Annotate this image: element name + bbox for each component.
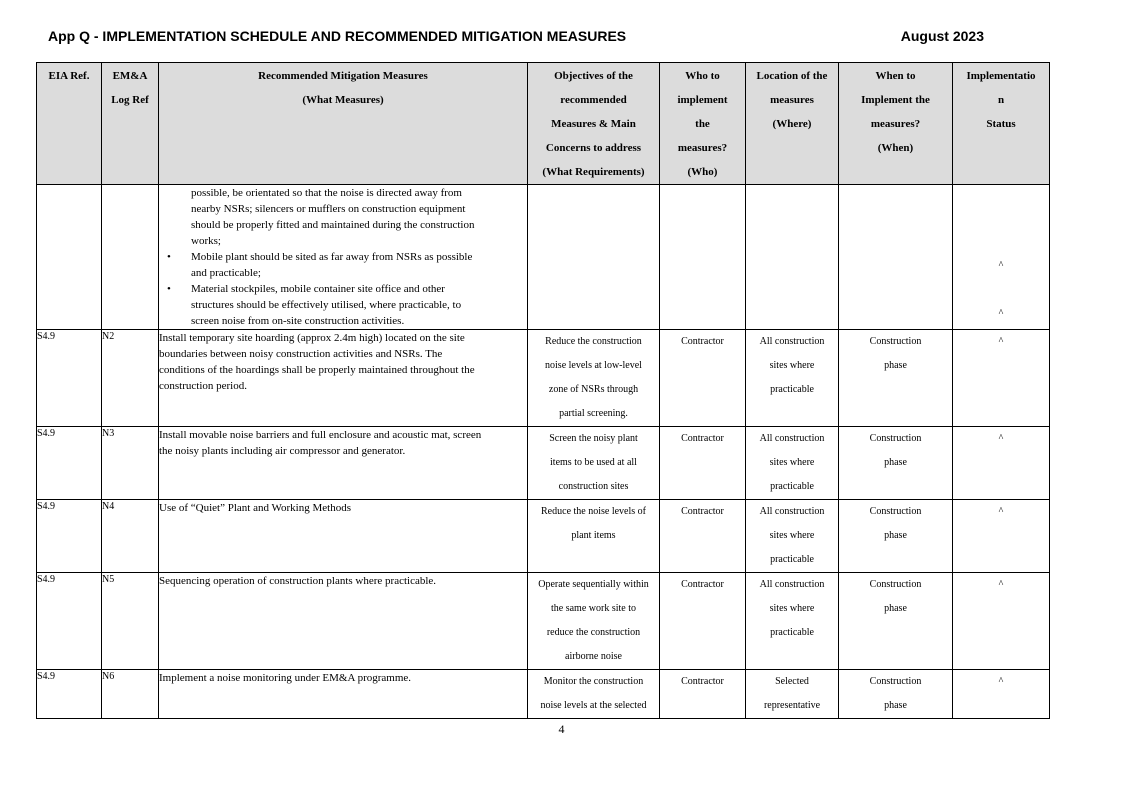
column-header-when <box>839 63 953 185</box>
header-line: Who to <box>685 70 720 82</box>
header-line: implement <box>677 94 728 106</box>
bullet-text-line: screen noise from on-site construction activities. <box>191 315 405 327</box>
bullet-text-line: and practicable; <box>191 267 261 279</box>
header-line: measures <box>770 94 814 106</box>
who-cell <box>660 500 746 573</box>
measure-text-line: works; <box>191 235 221 247</box>
location-text-line: sites where <box>769 530 815 541</box>
objective-text-line: airborne noise <box>565 651 622 662</box>
header-line: measures? <box>870 118 921 130</box>
when-cell <box>839 427 953 500</box>
ema-log-cell: N3 <box>102 427 159 500</box>
status-cell: ^ <box>953 573 1050 670</box>
measure-text-line: construction period. <box>159 380 247 392</box>
table-row <box>37 427 1050 500</box>
bullet-item <box>159 249 527 281</box>
ema-log-cell: N4 <box>102 500 159 573</box>
bullet-text-line: structures should be effectively utilised, where practicable, to <box>191 299 462 311</box>
status-cell: ^ <box>953 670 1050 719</box>
measure-text-line: the noisy plants including air compressor and generator. <box>159 445 406 457</box>
objective-cell <box>528 185 660 330</box>
who-text-line: Contractor <box>681 676 724 687</box>
status-mark: ^ <box>998 308 1004 319</box>
objective-text-line: plant items <box>571 530 616 541</box>
status-mark: ^ <box>998 260 1004 271</box>
status-cell <box>953 185 1050 330</box>
header-line: measures? <box>677 142 728 154</box>
location-text-line: practicable <box>770 554 814 565</box>
table-row-continuation <box>37 185 1050 330</box>
location-text-line: practicable <box>770 384 814 395</box>
objective-text-line: zone of NSRs through <box>548 384 639 395</box>
location-cell <box>746 185 839 330</box>
measure-cell <box>159 670 528 719</box>
bullet-icon: • <box>167 251 171 263</box>
who-text-line: Contractor <box>681 433 724 444</box>
when-cell <box>839 330 953 427</box>
objective-text-line: Monitor the construction <box>543 676 644 687</box>
column-header-objectives <box>528 63 660 185</box>
location-text-line: sites where <box>769 360 815 371</box>
who-cell <box>660 670 746 719</box>
header-line: (Who) <box>687 166 718 178</box>
eia-ref-cell: S4.9 <box>37 330 102 427</box>
objective-text-line: the same work site to <box>551 603 636 614</box>
who-text-line: Contractor <box>681 579 724 590</box>
objective-text-line: Reduce the construction <box>545 336 642 347</box>
measure-cell <box>159 500 528 573</box>
header-line: Log Ref <box>111 94 149 106</box>
table-row <box>37 500 1050 573</box>
table-header-row <box>37 63 1050 185</box>
objective-cell <box>528 573 660 670</box>
column-header-measures <box>159 63 528 185</box>
header-line: Objectives of the <box>554 70 633 82</box>
location-cell <box>746 573 839 670</box>
table-row <box>37 573 1050 670</box>
header-line: n <box>997 94 1005 106</box>
when-text-line: Construction <box>869 336 922 347</box>
when-cell <box>839 670 953 719</box>
when-cell <box>839 573 953 670</box>
location-text-line: practicable <box>770 481 814 492</box>
measure-text-line: Install movable noise barriers and full enclosure and acoustic mat, screen <box>159 429 482 441</box>
who-text-line: Contractor <box>681 336 724 347</box>
location-text-line: sites where <box>769 603 815 614</box>
when-cell <box>839 185 953 330</box>
when-cell <box>839 500 953 573</box>
location-cell <box>746 427 839 500</box>
objective-text-line: partial screening. <box>559 408 628 419</box>
header-line: Status <box>986 118 1016 130</box>
when-text-line: phase <box>884 603 907 614</box>
header-line: Concerns to address <box>545 142 642 154</box>
when-text-line: phase <box>884 360 907 371</box>
table-row <box>37 670 1050 719</box>
header-line: When to <box>875 70 916 82</box>
eia-ref-cell: S4.9 <box>37 427 102 500</box>
who-cell <box>660 185 746 330</box>
header-line: Implement the <box>861 94 930 106</box>
when-text-line: Construction <box>869 433 922 444</box>
header-line: (What Requirements) <box>542 166 645 178</box>
mitigation-schedule-table <box>36 62 1050 719</box>
measure-cell <box>159 573 528 670</box>
bullet-text-line: Material stockpiles, mobile container site office and other <box>191 283 445 295</box>
ema-log-cell <box>102 185 159 330</box>
measure-text-line: Use of “Quiet” Plant and Working Methods <box>159 502 351 514</box>
eia-ref-cell <box>37 185 102 330</box>
when-text-line: phase <box>884 457 907 468</box>
status-cell: ^ <box>953 427 1050 500</box>
status-cell: ^ <box>953 500 1050 573</box>
header-line: recommended <box>560 94 627 106</box>
objective-cell <box>528 670 660 719</box>
measure-text-line: Sequencing operation of construction plants where practicable. <box>159 575 437 587</box>
eia-ref-cell: S4.9 <box>37 670 102 719</box>
eia-ref-cell: S4.9 <box>37 573 102 670</box>
location-cell <box>746 330 839 427</box>
ema-log-cell: N5 <box>102 573 159 670</box>
header-line: the <box>695 118 710 130</box>
who-text-line: Contractor <box>681 506 724 517</box>
when-text-line: phase <box>884 700 907 711</box>
objective-text-line: reduce the construction <box>546 627 641 638</box>
page-number: 4 <box>558 722 565 736</box>
objective-text-line: construction sites <box>558 481 629 492</box>
objective-text-line: Operate sequentially within <box>538 579 649 590</box>
header-line: Recommended Mitigation Measures <box>258 70 428 82</box>
header-line: Implementatio <box>966 70 1036 82</box>
header-line: (When) <box>877 142 914 154</box>
who-cell <box>660 330 746 427</box>
objective-cell <box>528 427 660 500</box>
who-cell <box>660 427 746 500</box>
header-line: EM&A <box>112 70 148 82</box>
header-line: Measures & Main <box>551 118 636 130</box>
objective-text-line: noise levels at the selected <box>540 700 647 711</box>
bullet-icon: • <box>167 283 171 295</box>
when-text-line: Construction <box>869 579 922 590</box>
bullet-item <box>159 281 527 329</box>
header-line: (What Measures) <box>302 94 384 106</box>
ema-log-cell: N2 <box>102 330 159 427</box>
measure-text-line: conditions of the hoardings shall be properly maintained throughout the <box>159 364 475 376</box>
measure-text-line: Install temporary site hoarding (approx 2.4m high) located on the site <box>159 332 465 344</box>
location-text-line: practicable <box>770 627 814 638</box>
document-title: App Q - IMPLEMENTATION SCHEDULE AND RECOMMENDED MITIGATION MEASURES <box>48 28 627 44</box>
location-text-line: sites where <box>769 457 815 468</box>
objective-text-line: items to be used at all <box>550 457 637 468</box>
page-header <box>48 28 984 48</box>
column-header-status <box>953 63 1050 185</box>
location-text-line: All construction <box>759 506 825 517</box>
who-cell <box>660 573 746 670</box>
eia-ref-cell: S4.9 <box>37 500 102 573</box>
header-line: (Where) <box>772 118 812 130</box>
location-text-line: Selected <box>775 676 809 687</box>
location-text-line: representative <box>763 700 821 711</box>
bullet-text-line: Mobile plant should be sited as far away from NSRs as possible <box>191 251 473 263</box>
measure-text-line: Implement a noise monitoring under EM&A programme. <box>159 672 412 684</box>
location-cell <box>746 500 839 573</box>
location-text-line: All construction <box>759 579 825 590</box>
measure-text-line: boundaries between noisy construction activities and NSRs. The <box>159 348 443 360</box>
location-text-line: All construction <box>759 433 825 444</box>
measure-continuation-cell <box>159 185 528 330</box>
when-text-line: Construction <box>869 506 922 517</box>
ema-log-cell: N6 <box>102 670 159 719</box>
header-line: EIA Ref. <box>48 70 90 82</box>
measure-cell <box>159 427 528 500</box>
table-row <box>37 330 1050 427</box>
column-header-ema-log-ref <box>102 63 159 185</box>
measure-text-line: nearby NSRs; silencers or mufflers on construction equipment <box>191 203 466 215</box>
document-date: August 2023 <box>900 28 984 44</box>
objective-cell <box>528 330 660 427</box>
measure-text-line: should be properly fitted and maintained during the construction <box>191 219 475 231</box>
objective-text-line: Screen the noisy plant <box>549 433 638 444</box>
objective-text-line: Reduce the noise levels of <box>541 506 646 517</box>
location-cell <box>746 670 839 719</box>
header-line: Location of the <box>756 70 828 82</box>
when-text-line: Construction <box>869 676 922 687</box>
measure-cell <box>159 330 528 427</box>
column-header-eia-ref <box>37 63 102 185</box>
status-cell: ^ <box>953 330 1050 427</box>
measure-text-line: possible, be orientated so that the noise is directed away from <box>191 187 462 199</box>
when-text-line: phase <box>884 530 907 541</box>
column-header-location <box>746 63 839 185</box>
location-text-line: All construction <box>759 336 825 347</box>
objective-text-line: noise levels at low-level <box>545 360 642 371</box>
objective-cell <box>528 500 660 573</box>
column-header-who <box>660 63 746 185</box>
